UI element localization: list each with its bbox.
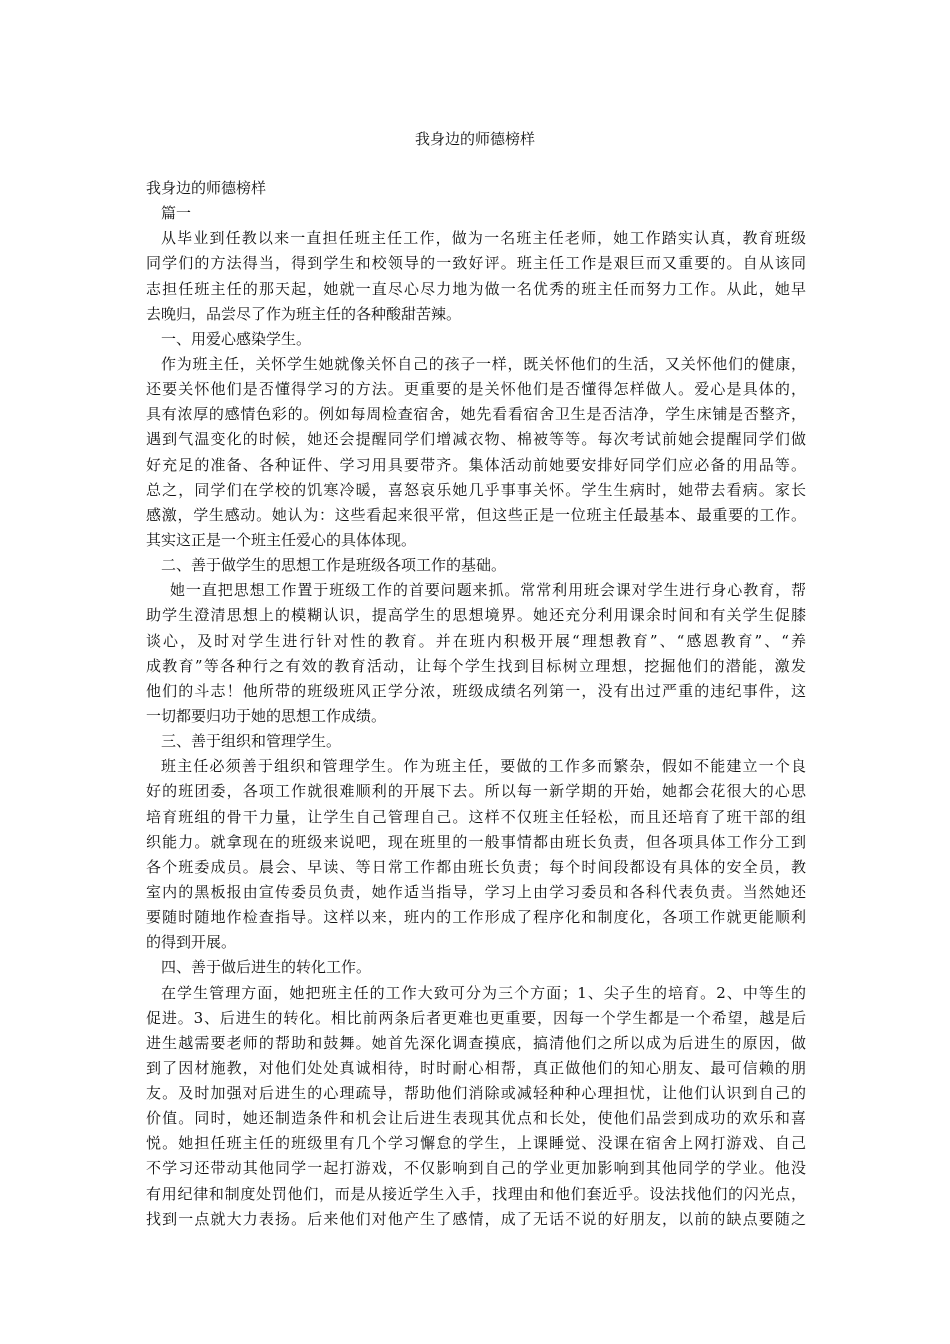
paragraph-line: 从毕业到任教以来一直担任班主任工作，做为一名班主任老师，她工作踏实认真，教育班级 <box>161 229 806 248</box>
paragraph-line: 友。及时加强对后进生的心理疏导，帮助他们消除或减轻种种心理担忧，让他们认识到自己的 <box>146 1084 806 1103</box>
paragraph-line: 遇到气温变化的时候，她还会提醒同学们增减衣物、棉被等等。每次考试前她会提醒同学们做 <box>146 430 806 449</box>
paragraph-line: 志担任班主任的那天起，她就一直尽心尽力地为做一名优秀的班主任而努力工作。从此，她早 <box>146 279 806 298</box>
paragraph-line: 在学生管理方面，她把班主任的工作大致可分为三个方面；1、尖子生的培育。2、中等生的 <box>161 983 806 1002</box>
paragraph-line: 不学习还带动其他同学一起打游戏，不仅影响到自己的学业更加影响到其他同学的学业。他没 <box>146 1159 806 1178</box>
paragraph-line: 价值。同时，她还制造条件和机会让后进生表现其优点和长处，使他们品尝到成功的欢乐和喜 <box>146 1109 806 1128</box>
section-heading: 二、善于做学生的思想工作是班级各项工作的基础。 <box>161 556 507 575</box>
paragraph-line: 培育班组的骨干力量，让学生自己管理自己。这样不仅班主任轻松，而且还培育了班干部的组 <box>146 807 806 826</box>
paragraph-line: 谈心，及时对学生进行针对性的教育。并在班内积极开展“理想教育”、“感恩教育”、“养 <box>146 631 806 650</box>
paragraph-line: 成教育”等各种行之有效的教育活动，让每个学生找到目标树立理想，挖掘他们的潜能，激发 <box>146 656 806 675</box>
paragraph-line: 他们的斗志！他所带的班级班风正学分浓，班级成绩名列第一，没有出过严重的违纪事件，这 <box>146 681 806 700</box>
paragraph-line: 各个班委成员。晨会、早读、等日常工作都由班长负责；每个时间段都设有具体的安全员，教 <box>146 857 806 876</box>
paragraph-line: 有用纪律和制度处罚他们，而是从接近学生入手，找理由和他们套近乎。设法找他们的闪光点， <box>146 1184 806 1203</box>
paragraph-line: 的得到开展。 <box>146 933 237 952</box>
section-heading: 四、善于做后进生的转化工作。 <box>161 958 372 977</box>
paragraph-line: 其实这正是一个班主任爱心的具体体现。 <box>146 530 417 549</box>
paragraph-line: 室内的黑板报由宣传委员负责，她作适当指导，学习上由学习委员和各科代表负责。当然她还 <box>146 882 806 901</box>
paragraph-line: 具有浓厚的感情色彩的。例如每周检查宿舍，她先看看宿舍卫生是否洁净，学生床铺是否整齐， <box>146 405 806 424</box>
paragraph-line: 到了因材施教，对他们处处真诚相待，时时耐心相帮，真正做他们的知心朋友、最可信赖的朋 <box>146 1058 806 1077</box>
paragraph-line: 去晚归，品尝尽了作为班主任的各种酸甜苦辣。 <box>146 304 462 323</box>
paragraph-line: 作为班主任，关怀学生她就像关怀自己的孩子一样，既关怀他们的生活，又关怀他们的健康， <box>161 354 806 373</box>
paragraph-line: 还要关怀他们是否懂得学习的方法。更重要的是关怀他们是否懂得怎样做人。爱心是具体的， <box>146 380 806 399</box>
document-body <box>146 176 806 1232</box>
paragraph-line: 悦。她担任班主任的班级里有几个学习懈怠的学生，上课睡觉、没课在宿舍上网打游戏、自己 <box>146 1134 806 1153</box>
section-heading: 三、善于组织和管理学生。 <box>161 732 342 751</box>
body-heading: 我身边的师德榜样 <box>146 179 267 197</box>
paragraph-line: 总之，同学们在学校的饥寒冷暖，喜怒哀乐她几乎事事关怀。学生生病时，她带去看病。家长 <box>146 480 806 499</box>
paragraph-line: 好的班团委，各项工作就很难顺利的开展下去。所以每一新学期的开始，她都会花很大的心思 <box>146 782 806 801</box>
paragraph-line: 助学生澄清思想上的模糊认识，提高学生的思想境界。她还充分利用课余时间和有关学生促膝 <box>146 606 806 625</box>
paragraph-line: 她一直把思想工作置于班级工作的首要问题来抓。常常利用班会课对学生进行身心教育，帮 <box>170 581 806 600</box>
paragraph-line: 找到一点就大力表扬。后来他们对他产生了感情，成了无话不说的好朋友，以前的缺点要随之 <box>146 1209 806 1228</box>
document-title: 我身边的师德榜样 <box>414 130 535 148</box>
paragraph-line: 感激，学生感动。她认为：这些看起来很平常，但这些正是一位班主任最基本、最重要的工作。 <box>146 505 806 524</box>
paragraph-line: 一切都要归功于她的思想工作成绩。 <box>146 706 387 725</box>
paragraph-line: 进生越需要老师的帮助和鼓舞。她首先深化调查摸底，搞清他们之所以成为后进生的原因，做 <box>146 1033 806 1052</box>
paragraph-line: 促进。3、后进生的转化。相比前两条后者更难也更重要，因每一个学生都是一个希望，越是后 <box>146 1008 806 1027</box>
paragraph-line: 好充足的准备、各种证件、学习用具要带齐。集体活动前她要安排好同学们应必备的用品等。 <box>146 455 806 474</box>
paragraph-line: 织能力。就拿现在的班级来说吧，现在班里的一般事情都由班长负责，但各项具体工作分工到 <box>146 832 806 851</box>
section-heading: 一、用爱心感染学生。 <box>161 329 312 348</box>
section-label: 篇一 <box>161 204 192 223</box>
paragraph-line: 班主任必须善于组织和管理学生。作为班主任，要做的工作多而繁杂，假如不能建立一个良 <box>161 757 806 776</box>
paragraph-line: 同学们的方法得当，得到学生和校领导的一致好评。班主任工作是艰巨而又重要的。自从该同 <box>146 254 806 273</box>
paragraph-line: 要随时随地作检查指导。这样以来，班内的工作形成了程序化和制度化，各项工作就更能顺利 <box>146 908 806 927</box>
